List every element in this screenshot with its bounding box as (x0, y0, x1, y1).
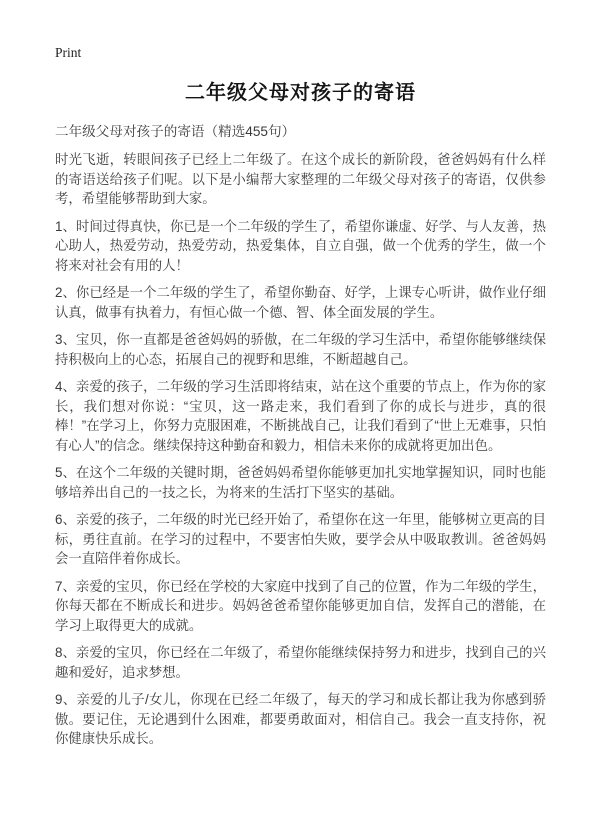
quote-paragraph-8: 8、亲爱的宝贝，你已经在二年级了，希望你能继续保持努力和进步，找到自己的兴趣和爱好，追求梦想。 (55, 645, 546, 680)
quote-paragraph-7: 7、亲爱的宝贝，你已经在学校的大家庭中找到了自己的位置，作为二年级的学生，你每天都在不断成长和进步。妈妈爸爸希望你能够更加自信，发挥自己的潜能，在学习上取得更大的成就。 (55, 578, 546, 633)
quote-paragraph-1: 1、时间过得真快，你已是一个二年级的学生了，希望你谦虚、好学、与人友善，热心助人，热爱劳动，热爱劳动，热爱集体，自立自强，做一个优秀的学生，做一个将来对社会有用的人！ (55, 218, 546, 273)
quote-paragraph-5: 5、在这个二年级的关键时期，爸爸妈妈希望你能够更加扎实地掌握知识，同时也能够培养出自己的一技之长，为将来的生活打下坚实的基础。 (55, 465, 546, 500)
print-link[interactable]: Print (55, 45, 82, 60)
article-subtitle: 二年级父母对孩子的寄语（精选455句） (55, 124, 296, 139)
quote-paragraph-3: 3、宝贝，你一直都是爸爸妈妈的骄傲，在二年级的学习生活中，希望你能够继续保持积极向上的心态，拓展自己的视野和思维，不断超越自己。 (55, 332, 546, 367)
quote-paragraph-9: 9、亲爱的儿子/女儿，你现在已经二年级了，每天的学习和成长都让我为你感到骄傲。要记住，无论遇到什么困难，都要勇敢面对，相信自己。我会一直支持你，祝你健康快乐成长。 (55, 692, 546, 746)
quote-paragraph-2: 2、你已经是一个二年级的学生了，希望你勤奋、好学，上课专心听讲，做作业仔细认真，做事有执着力，有恒心做一个德、智、体全面发展的学生。 (55, 285, 546, 320)
page-title: 二年级父母对孩子的寄语 (185, 82, 416, 104)
quote-paragraph-6: 6、亲爱的孩子，二年级的时光已经开始了，希望你在这一年里，能够树立更高的目标，勇往直前。在学习的过程中，不要害怕失败，要学会从中吸取教训。爸爸妈妈会一直陪伴着你成长。 (55, 512, 546, 566)
quote-paragraph-4: 4、亲爱的孩子，二年级的学习生活即将结束，站在这个重要的节点上，作为你的家长，我们想对你说：“宝贝，这一路走来，我们看到了你的成长与进步，真的很棒！”在学习上，你努力克服困难，不断挑战自己，让我们看到了“世上无难事，只怕有心人”的信念。继续保持这种勤奋和毅力，相信未来你的成就将更加出色。 (55, 379, 546, 453)
intro-paragraph: 时光飞逝，转眼间孩子已经上二年级了。在这个成长的新阶段，爸爸妈妈有什么样的寄语送给孩子们呢。以下是小编帮大家整理的二年级父母对孩子的寄语，仅供参考，希望能够帮助到大家。 (55, 152, 546, 206)
article-body (55, 150, 546, 749)
